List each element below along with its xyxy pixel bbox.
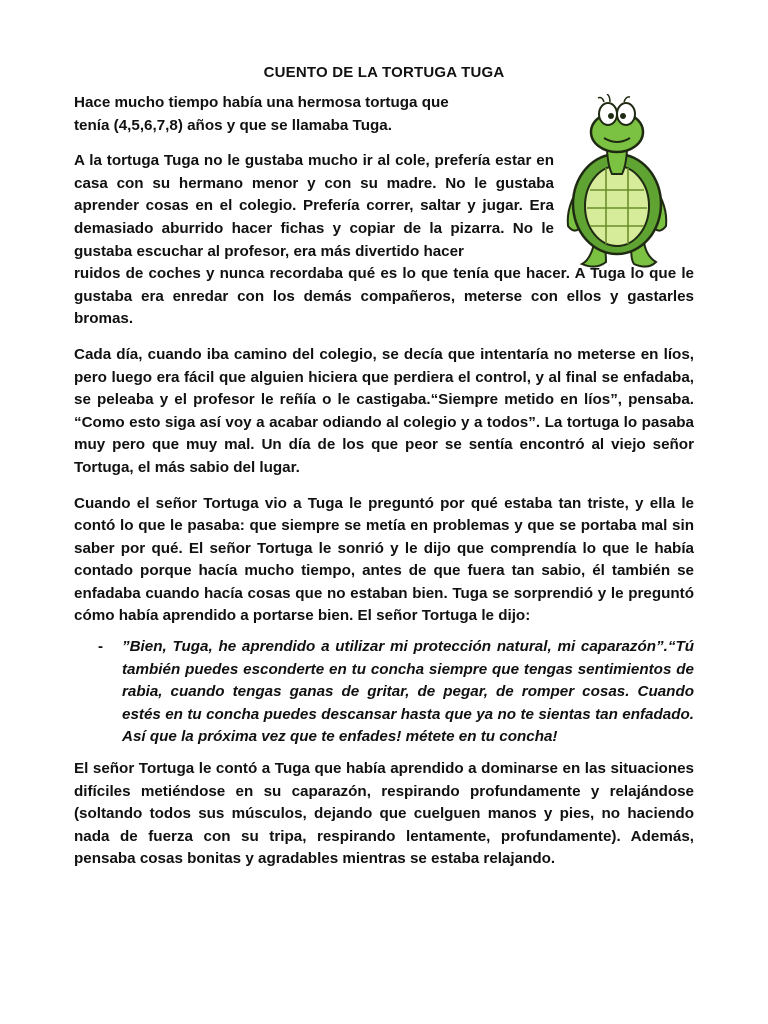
paragraph-4: Cuando el señor Tortuga vio a Tuga le preguntó por qué estaba tan triste, y ella le contó lo que le pasaba: que siempre se metía en problemas y que se portaba mal sin saber por qué. El señor Tortuga le sonrió y le dijo que comprendía lo que le había contado porque hacía mucho tiempo, antes de que fuera tan sabio, él también se enfadaba cuando hacía cosas que no estaban bien. Tuga se sorprendió y le preguntó cómo había aprendido a portarse bien. El señor Tortuga le dijo: (74, 494, 694, 625)
quote-text: ”Bien, Tuga, he aprendido a utilizar mi protección natural, mi caparazón”.“Tú también puedes esconderte en tu concha siempre que tengas sentimientos de rabia, cuando tengas ganas de gritar, de pegar, de romper cosas. Cuando estés en tu concha puedes descansar hasta que ya no te sientas tan enfadado. Así que la próxima vez que te enfades! métete en tu concha! (122, 638, 694, 746)
quote-block (74, 636, 694, 749)
paragraph-2 (74, 150, 694, 331)
quote-dash: - (98, 638, 104, 656)
story-body (74, 92, 694, 884)
paragraph-2-full-width-text: ruidos de coches y nunca recordaba qué es lo que tenía que hacer. A Tuga lo que le gustaba era enredar con los demás compañeros, meterse con ellos y gastarles bromas. (74, 265, 694, 328)
paragraph-2-wrapped-text: A la tortuga Tuga no le gustaba mucho ir al cole, prefería estar en casa con su hermano menor y con su madre. No le gustaba aprender cosas en el colegio. Prefería correr, saltar y jugar. Era demasiado aburrido hacer fichas y copiar de la pizarra. No le gustaba escuchar al profesor, era más divertido hacer (74, 152, 554, 260)
paragraph-3: Cada día, cuando iba camino del colegio, se decía que intentaría no meterse en líos, pero luego era fácil que alguien hiciera que perdiera el control, y al final se enfadaba, se peleaba y el profesor le reñía o le castigaba.“Siempre metido en líos”, pensaba. “Como esto siga así voy a acabar odiando al colegio y a todos”. La tortuga lo pasaba muy pero que muy mal. Un día de los que peor se sentía encontró al viejo señor Tortuga, el más sabio del lugar. (74, 345, 694, 476)
story-title: CUENTO DE LA TORTUGA TUGA (263, 64, 505, 81)
paragraph-1-line-2: tenía (4,5,6,7,8) años y que se llamaba Tuga. (74, 116, 392, 134)
paragraph-5: El señor Tortuga le contó a Tuga que había aprendido a dominarse en las situaciones difíciles metiéndose en su caparazón, respirando profundamente y relajándose (soltando todos sus músculos, dejando que cuelguen manos y pies, no haciendo nada de fuerza con su tripa, respirando lentamente, profundamente). Además, pensaba cosas bonitas y agradables mientras se estaba relajando. (74, 760, 694, 868)
paragraph-1 (74, 92, 694, 137)
paragraph-1-line-1: Hace mucho tiempo había una hermosa tortuga que (74, 94, 449, 111)
